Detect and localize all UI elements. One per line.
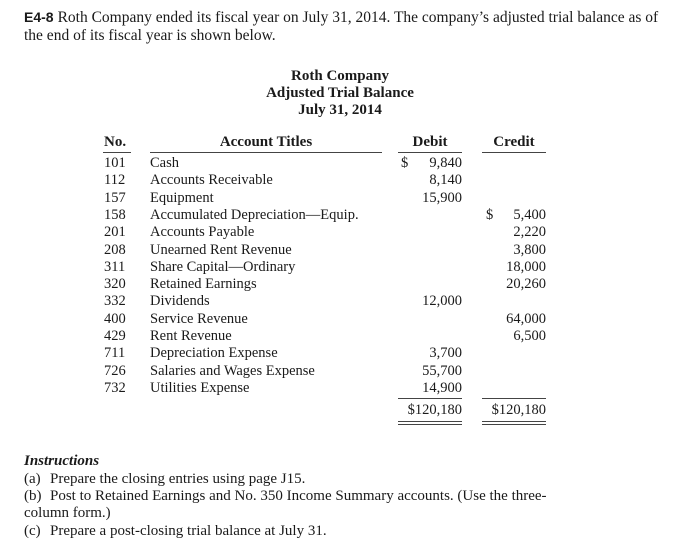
row-debit <box>398 207 462 224</box>
statement-date: July 31, 2014 <box>298 102 382 118</box>
debit-total: $120,180 <box>407 402 462 418</box>
row-no: 208 <box>104 241 126 258</box>
problem-statement <box>24 8 664 45</box>
instruction-c <box>24 523 654 540</box>
row-credit <box>482 380 546 397</box>
header-rule-debit <box>398 152 462 153</box>
row-account: Retained Earnings <box>150 276 257 293</box>
row-credit <box>482 155 546 172</box>
row-account: Service Revenue <box>150 310 248 327</box>
debit-double-rule-1 <box>398 421 462 422</box>
row-no: 158 <box>104 206 126 223</box>
row-account: Accumulated Depreciation—Equip. <box>150 206 359 223</box>
row-account: Rent Revenue <box>150 328 232 344</box>
row-no: 726 <box>104 362 126 379</box>
instruction-b-text-line1: Post to Retained Earnings and No. 350 Income Summary accounts. (Use the three- <box>50 488 547 504</box>
instruction-c-text: Prepare a post-closing trial balance at July 31. <box>50 523 327 539</box>
row-no: 711 <box>104 345 126 362</box>
row-debit: 14,900 <box>422 379 462 396</box>
instruction-c-label: (c) <box>24 523 41 539</box>
row-debit: 9,840 <box>429 155 462 171</box>
row-no: 320 <box>104 276 126 293</box>
header-account-titles: Account Titles <box>219 134 313 150</box>
credit-total: $120,180 <box>491 402 546 418</box>
row-credit <box>482 172 546 189</box>
header-debit: Debit <box>412 134 448 150</box>
credit-double-rule-1 <box>482 421 546 422</box>
header-rule-no <box>103 152 131 153</box>
problem-id: E4-8 <box>24 9 54 25</box>
row-account: Share Capital—Ordinary <box>150 258 296 275</box>
row-no: 332 <box>104 293 126 310</box>
header-rule-credit <box>482 152 546 153</box>
row-credit <box>482 363 546 380</box>
row-credit: 2,220 <box>513 224 546 241</box>
row-account: Salaries and Wages Expense <box>150 362 315 379</box>
row-credit: 18,000 <box>506 258 546 275</box>
debit-double-rule-2 <box>398 424 462 425</box>
instruction-b <box>24 488 654 505</box>
credit-double-rule-2 <box>482 424 546 425</box>
row-account: Depreciation Expense <box>150 345 278 362</box>
row-debit <box>398 276 462 293</box>
row-credit <box>482 345 546 362</box>
instruction-a <box>24 471 654 488</box>
row-debit: 8,140 <box>429 172 462 189</box>
row-credit: 5,400 <box>513 206 546 223</box>
row-credit: 20,260 <box>506 276 546 293</box>
header-rule-titles <box>150 152 382 153</box>
row-credit <box>482 293 546 310</box>
row-no: 157 <box>104 189 126 206</box>
row-account: Dividends <box>150 293 210 310</box>
row-debit <box>398 328 462 345</box>
row-no: 311 <box>104 258 126 275</box>
instruction-a-label: (a) <box>24 471 41 487</box>
instruction-b-continued: column form.) <box>24 505 111 521</box>
row-account: Accounts Receivable <box>150 172 273 189</box>
instruction-b-label: (b) <box>24 488 42 504</box>
row-credit <box>482 190 546 207</box>
credit-dollar-sign: $ <box>486 207 494 223</box>
row-debit <box>398 242 462 259</box>
row-credit: 6,500 <box>513 328 546 344</box>
row-account: Unearned Rent Revenue <box>150 241 292 258</box>
row-no: 732 <box>104 379 126 396</box>
instructions-heading: Instructions <box>24 453 100 469</box>
row-no: 429 <box>104 328 126 344</box>
row-account: Cash <box>150 155 179 171</box>
row-debit <box>398 224 462 241</box>
row-debit <box>398 311 462 328</box>
row-account: Accounts Payable <box>150 224 255 241</box>
statement-title: Adjusted Trial Balance <box>266 85 414 101</box>
row-debit <box>398 259 462 276</box>
credit-subtotal-rule <box>482 398 546 399</box>
row-no: 201 <box>104 224 126 241</box>
header-credit: Credit <box>493 134 535 150</box>
problem-text: Roth Company ended its fiscal year on July 31, 2014. The company’s adjusted trial balance as of the end of its fiscal year is shown below. <box>24 9 659 44</box>
row-account: Utilities Expense <box>150 379 250 396</box>
debit-dollar-sign: $ <box>401 155 409 171</box>
row-debit: 55,700 <box>422 362 462 379</box>
header-no: No. <box>104 134 127 150</box>
row-account: Equipment <box>150 189 214 206</box>
instruction-a-text: Prepare the closing entries using page J15. <box>50 471 306 487</box>
row-credit: 64,000 <box>506 310 546 327</box>
company-name: Roth Company <box>291 68 389 84</box>
row-no: 112 <box>104 172 126 189</box>
row-credit: 3,800 <box>513 241 546 258</box>
debit-subtotal-rule <box>398 398 462 399</box>
row-debit: 15,900 <box>422 189 462 206</box>
row-no: 101 <box>104 155 126 171</box>
row-debit: 12,000 <box>422 293 462 310</box>
row-no: 400 <box>104 310 126 327</box>
row-debit: 3,700 <box>429 345 462 362</box>
